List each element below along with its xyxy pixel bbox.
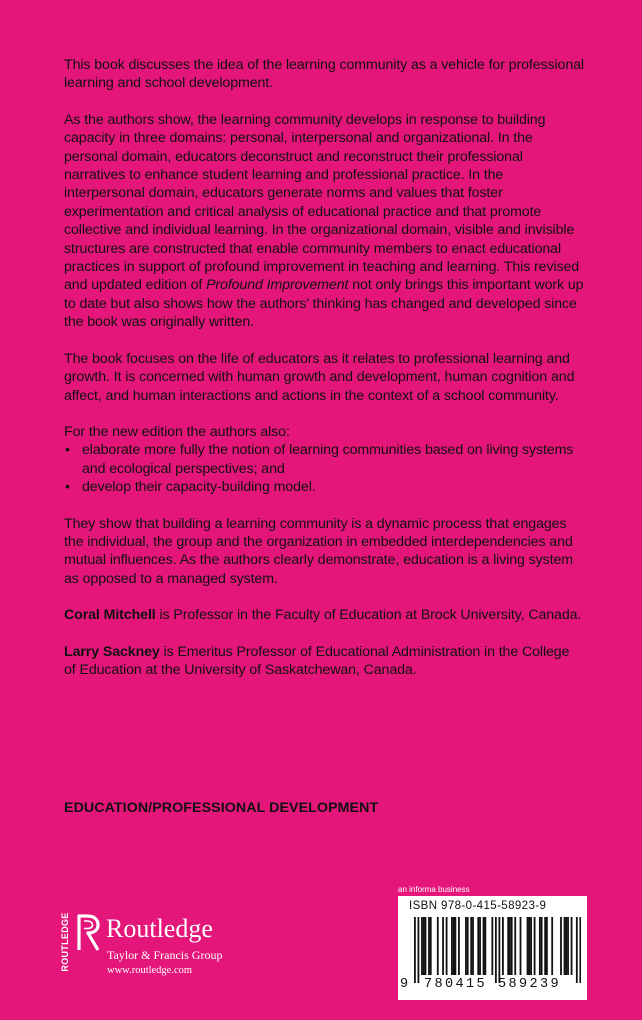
barcode-bar (430, 917, 432, 975)
publisher-group: Taylor & Francis Group (107, 948, 223, 962)
barcode-bar (567, 917, 569, 975)
author-bio (64, 643, 584, 680)
routledge-logo-icon (76, 912, 102, 952)
barcode-bar (502, 917, 504, 975)
barcode-bar (421, 917, 423, 975)
barcode-bar (514, 917, 516, 975)
barcode-bar (551, 917, 553, 975)
subject-category: EDUCATION/PROFESSIONAL DEVELOPMENT (64, 800, 379, 816)
barcode-digits-left: 780415 (424, 977, 488, 992)
barcode-bar (565, 917, 567, 975)
barcode-bar (446, 917, 448, 975)
barcode-bar (425, 917, 427, 975)
barcode-bar (491, 917, 493, 975)
focus-paragraph: The book focuses on the life of educators as it relates to professional learning and growth. It is concerned with human growth and development, human cognition and affect, and human interactions and actions in the context of a school community. (64, 350, 575, 404)
barcode-bar (571, 917, 573, 975)
barcode-bar (546, 917, 548, 975)
domains-text: As the authors show, the learning community develops in response to building capacity in three domains: personal, interpersonal and organizational. In the personal domain, educators deconstruct and reconstruct their professional narratives to enhance student learning and professional practice. In the interpersonal domain, educators generate norms and values that foster experimentation and critical analysis of educational practice and that promote collective and individual learning. In the organizational domain, visible and invisible structures are constructed that enable community members to enact educational practices in support of profound improvement in teaching and learning. This revised and updated edition of (64, 111, 580, 294)
author-name: Coral Mitchell (64, 607, 156, 624)
barcode-bar (428, 917, 430, 975)
domains-paragraph (64, 111, 584, 332)
barcode-bar (484, 917, 486, 975)
informa-tagline: an informa business (398, 885, 470, 894)
barcode-bar (470, 917, 472, 975)
barcode-bar (467, 917, 469, 975)
barcode-digits-right: 589239 (498, 977, 562, 992)
new-edition-intro: For the new edition the authors also: (64, 423, 290, 440)
barcode-bar (527, 917, 529, 975)
list-item: • develop their capacity-building model. (64, 478, 584, 496)
barcode-bar (579, 917, 581, 983)
barcode-bar (465, 917, 467, 975)
barcode-bar (511, 917, 513, 975)
barcode-bar (498, 917, 500, 983)
barcode-bar (454, 917, 456, 975)
new-edition-list (64, 441, 584, 496)
barcode-bar (530, 917, 532, 975)
barcode-bar (418, 917, 420, 983)
author-bio-text: is Professor in the Faculty of Education at Brock University, Canada. (155, 607, 582, 624)
barcode-bar (534, 917, 536, 975)
barcode-bar (541, 917, 543, 975)
barcode-bar (528, 917, 530, 975)
barcode-bar (458, 917, 460, 975)
barcode-bar (437, 917, 439, 975)
barcode-bar (576, 917, 578, 983)
publisher-url: www.routledge.com (107, 965, 193, 976)
barcode-bar (453, 917, 455, 975)
barcode-bar (520, 917, 522, 975)
barcode-bar (564, 917, 566, 975)
author-bio (64, 606, 584, 624)
barcode-bar (495, 917, 497, 983)
barcode-box (398, 896, 587, 1000)
isbn-label: ISBN 978-0-415-58923-9 (409, 900, 547, 912)
barcode-digit-first: 9 (400, 977, 409, 992)
barcode-bar (423, 917, 425, 975)
back-cover-blurb (64, 56, 584, 697)
barcode-bar (451, 917, 453, 975)
publisher-block (56, 910, 276, 980)
barcode-bar (477, 917, 479, 975)
domains-text-end: not only brings this important work up to date but also shows how the authors’ thinking has changed and developed since the book was originally written. (64, 277, 584, 331)
barcode-bar (442, 917, 444, 975)
publisher-name: Routledge (106, 914, 213, 943)
barcode-bar (472, 917, 474, 975)
barcode-bar (560, 917, 562, 975)
list-item: • elaborate more fully the notion of learning communities based on living systems and ecological perspectives; and (64, 441, 584, 478)
barcode-bar (483, 917, 485, 975)
barcode-bar (509, 917, 511, 975)
barcode-bar (539, 917, 541, 975)
book-title-reference: Profound Improvement (206, 277, 349, 294)
intro-paragraph: This book discusses the idea of the learning community as a vehicle for professional learning and school development. (64, 57, 584, 92)
author-name: Larry Sackney (64, 643, 160, 660)
author-bio-text: is Emeritus Professor of Educational Administration in the College of Education at the University of Saskatchewan, Canada. (64, 643, 570, 678)
barcode-bar (414, 917, 416, 983)
publisher-vertical-wordmark: ROUTLEDGE (60, 912, 70, 972)
conclusion-paragraph: They show that building a learning community is a dynamic process that engages the individual, the group and the organization in embedded interdependencies and mutual influences. As the authors clearly demonstrate, education is a living system as opposed to a managed system. (64, 515, 574, 587)
barcode-bar (507, 917, 509, 975)
barcode-bar (544, 917, 546, 975)
barcode-bar (479, 917, 481, 975)
